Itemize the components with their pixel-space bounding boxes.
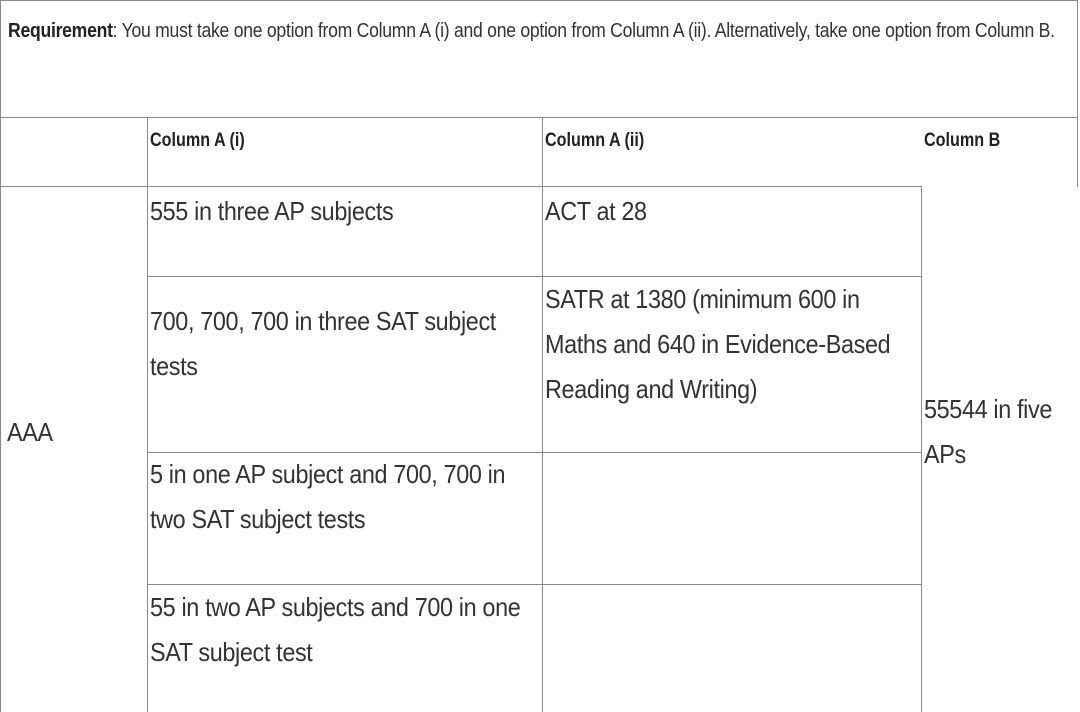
requirement-text bbox=[8, 13, 1073, 49]
cell-a-i-3: 5 in one AP subject and 700, 700 in two SAT subject tests bbox=[150, 459, 506, 534]
cell-a-i-2: 700, 700, 700 in three SAT subject tests bbox=[150, 306, 496, 381]
grid-line bbox=[0, 117, 1, 712]
header-column-b: Column B bbox=[924, 130, 1001, 151]
cell-a-i-4: 55 in two AP subjects and 700 in one SAT subject test bbox=[150, 592, 521, 667]
requirement-box bbox=[0, 0, 1078, 117]
grid-line bbox=[0, 186, 922, 187]
cell-a-ii-2: SATR at 1380 (minimum 600 in Maths and 640 in Evidence-Based Reading and Writing) bbox=[545, 284, 891, 404]
grid-line bbox=[1077, 117, 1078, 187]
cell-a-i-1: 555 in three AP subjects bbox=[150, 196, 394, 226]
requirement-body: : You must take one option from Column A (i) and one option from Column A (ii). Alternatively, take one option from Column B. bbox=[112, 20, 1055, 42]
requirement-label: Requirement bbox=[8, 20, 113, 42]
grid-line bbox=[147, 117, 148, 712]
cell-a-ii-1: ACT at 28 bbox=[545, 196, 647, 226]
grid-line bbox=[542, 117, 543, 712]
cell-b: 55544 in five APs bbox=[924, 394, 1053, 469]
grid-line bbox=[921, 187, 922, 712]
row-label: AAA bbox=[7, 417, 53, 447]
grid-line bbox=[0, 117, 1078, 118]
header-column-a-ii: Column A (ii) bbox=[545, 130, 645, 151]
header-column-a-i: Column A (i) bbox=[150, 130, 245, 151]
